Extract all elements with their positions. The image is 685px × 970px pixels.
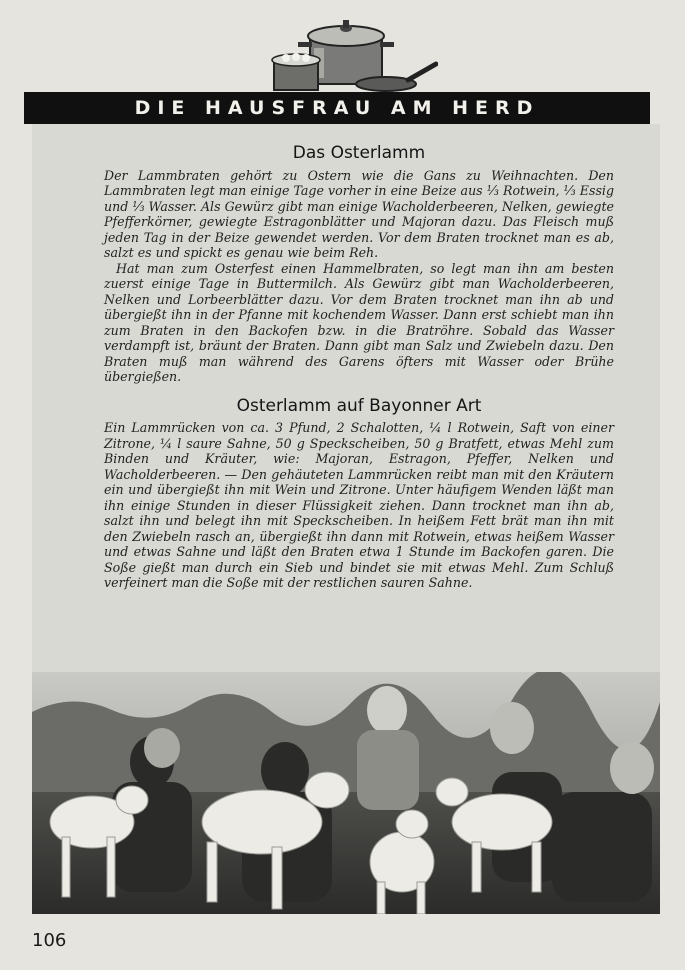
page-number: 106 [32, 930, 67, 951]
article-paragraph: Der Lammbraten gehört zu Ostern wie die Gans zu Weihnachten. Den Lammbraten legt man einige Tage vorher in eine Beize aus ⅓ Rotwein, ⅓ Essig und ⅓ Wasser. Als Gewürz gibt man einige Wacholderbeeren, Nelken, gewiegte Pfefferkörner, gewiegte Estragonblätter und Majoran dazu. Das Fleisch muß jeden Tag in der Beize gewendet werden. Vor dem Braten trocknet man es ab, salzt es und spickt es genau wie beim Reh. [104, 167, 614, 260]
recipe-title: Osterlamm auf Bayonner Art [236, 395, 482, 416]
page-content [32, 124, 660, 914]
recipe-paragraph: Ein Lammrücken von ca. 3 Pfund, 2 Schalotten, ¼ l Rotwein, Saft von einer Zitrone, ¼ l saure Sahne, 50 g Speckscheiben, 50 g Bratfett, etwas Mehl zum Binden und Kräuter, wie: Majoran, Estragon, Pfeffer, Nelken und Wacholderbeeren. — Den gehäuteten Lammrücken reibt man mit den Kräutern ein und übergießt ihn mit Wein und Zitrone. Unter häufigem Wenden läßt man ihn einige Stunden in dieser Flüssigkeit ziehen. Dann trocknet man ihn ab, salzt ihn und belegt ihn mit Speckscheiben. In heißem Fett brät man ihn mit den Zwiebeln rasch an, übergießt ihn dann mit Rotwein, etwas heißem Wasser und etwas Sahne und läßt den Braten etwa 1 Stunde im Backofen garen. Die Soße gießt man durch ein Sieb und bindet sie mit etwas Mehl. Zum Schluß verfeinert man die Soße mit der restlichen sauren Sahne. [104, 420, 614, 590]
cookware-icon [268, 8, 438, 96]
children-with-lambs-photo [32, 672, 660, 914]
section-banner: DIE HAUSFRAU AM HERD [24, 92, 650, 124]
article-paragraph: Hat man zum Osterfest einen Hammelbraten, so legt man ihn am besten zuerst einige Tage in Buttermilch. Als Gewürz gibt man Wacholderbeeren, Nelken und Lorbeerblätter dazu. Vor dem Braten trocknet man ihn ab und übergießt ihn in der Pfanne mit kochendem Wasser. Dann erst schiebt man ihn zum Braten in den Backofen bzw. in die Bratröhre. Sobald das Wasser verdampft ist, bräunt der Braten. Dann gibt man Salz und Zwiebeln dazu. Den Braten muß man während des Garens öfters mit Wasser oder Brühe übergießen. [104, 260, 614, 384]
recipe-text-block [104, 132, 614, 591]
article-title: Das Osterlamm [292, 143, 426, 163]
